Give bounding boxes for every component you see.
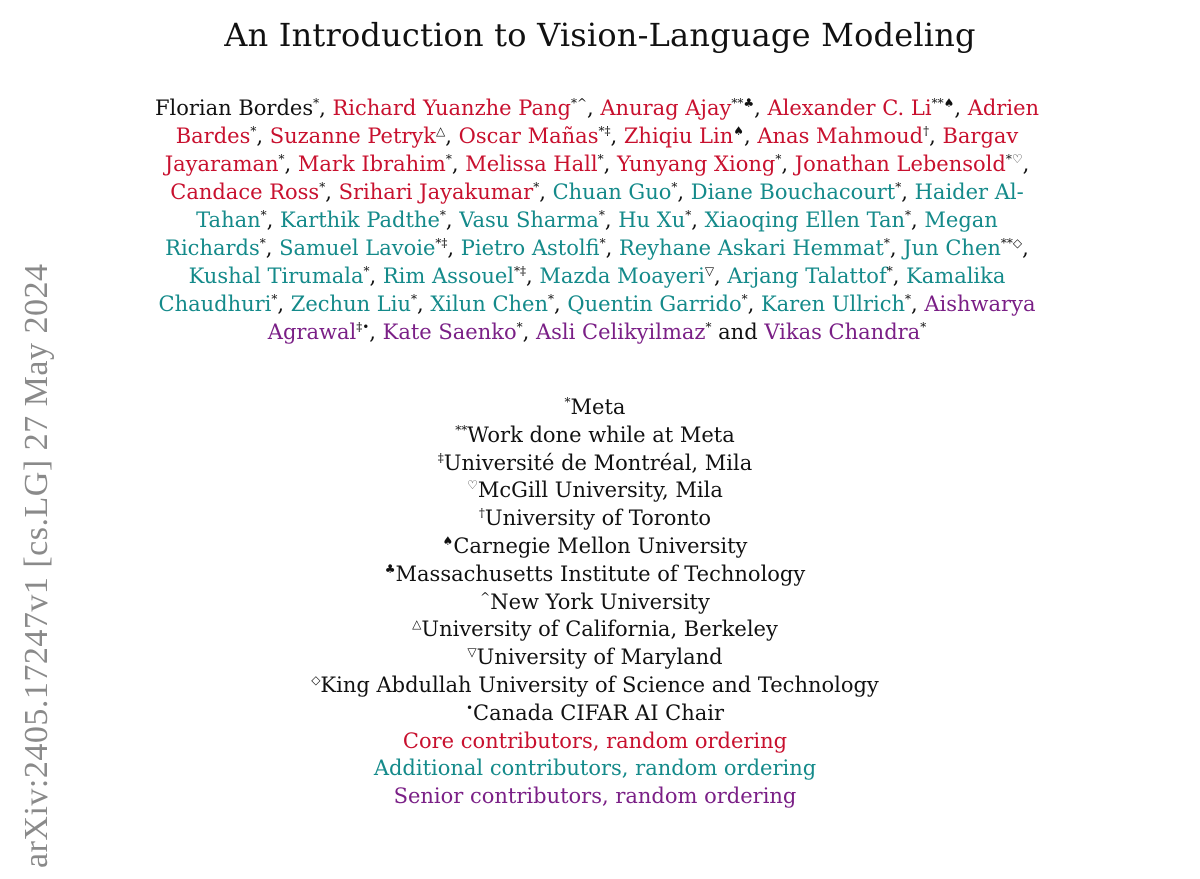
affiliation-line [160,505,1030,533]
affiliation-mark: ▽ [467,645,477,660]
author-entry [298,152,452,176]
affiliation-name: Massachusetts Institute of Technology [395,561,806,586]
author-name: Mark Ibrahim [297,152,446,176]
author-name: Candace Ross [170,180,320,204]
author-entry [617,152,781,176]
affiliation-line [160,672,1030,700]
author-affiliation-mark: * [671,180,678,194]
author-entry [618,208,691,232]
author-affiliation-mark: ♠ [733,124,744,138]
author-affiliation-mark: * [410,292,417,306]
author-name: Samuel Lavoie [279,236,436,260]
affiliation-name: King Abdullah University of Science and Technology [320,672,879,697]
author-name: Vasu Sharma [459,208,599,232]
author-name: Xiaoqing Ellen Tan [704,208,906,232]
affiliation-name: Canada CIFAR AI Chair [473,700,725,725]
author-entry [459,208,605,232]
author-name: Reyhane Askari Hemmat [618,236,884,260]
author-affiliation-mark: **♣ [731,96,755,110]
author-entry [761,292,911,316]
author-affiliation-mark: * [439,208,446,222]
author-name: Kushal Tirumala [188,264,364,288]
contributor-legend [160,728,1030,811]
author-name: Anas Mahmoud [757,124,924,148]
author-entry [189,264,370,288]
author-entry [291,292,417,316]
author-name: Jun Chen [903,236,1001,260]
affiliation-mark: △ [412,617,422,632]
author-entry [536,320,712,344]
affiliation-line [160,394,1030,422]
arxiv-identifier-stamp: arXiv:2405.17247v1 [cs.LG] 27 May 2024 [18,263,55,868]
author-name: Oscar Mañas [458,124,599,148]
author-affiliation-mark: * [548,292,554,306]
affiliation-name: University of Maryland [476,645,723,670]
author-name: Adrien Bardes [175,96,1040,148]
author-entry [270,124,446,148]
author-affiliation-mark: * [319,180,326,194]
author-affiliation-mark: * [741,292,748,306]
author-name: Arjang Talattof [727,264,887,288]
author-entry [430,292,554,316]
author-affiliation-mark: * [920,320,927,334]
author-name: Anurag Ajay [600,96,732,120]
author-affiliation-mark: * [250,124,257,138]
affiliation-mark: ♣ [384,561,396,576]
affiliation-line [160,589,1030,617]
affiliation-mark: ◇ [311,672,321,687]
author-name: Megan Richards [165,208,998,260]
author-affiliation-mark: **◇ [1000,236,1023,250]
author-affiliation-mark: *‡ [598,124,611,138]
author-name: Yunyang Xiong [616,152,776,176]
author-affiliation-mark: * [685,208,692,222]
author-affiliation-mark: * [363,264,370,278]
author-affiliation-mark: * [445,152,452,166]
author-entry [383,264,526,288]
paper-title: An Introduction to Vision-Language Modeling [224,16,976,54]
affiliation-line [160,477,1030,505]
affiliation-name: Work done while at Meta [467,422,735,447]
author-affiliation-mark: * [905,208,912,222]
author-entry [461,236,606,260]
author-affiliation-mark: **♠ [931,96,955,110]
author-name: Bargav Jayaraman [164,124,1019,176]
author-affiliation-mark: ‡• [356,320,370,334]
author-affiliation-mark: △ [436,124,446,138]
affiliation-mark: ^ [480,589,491,604]
affiliations [160,394,1030,728]
author-name: Karthik Padthe [280,208,440,232]
author-name: Suzanne Petryk [269,124,437,148]
author-affiliation-mark: * [886,264,893,278]
affiliation-line [160,533,1030,561]
affiliation-mark: ** [455,422,468,437]
affiliation-list [160,394,1030,811]
author-affiliation-mark: *^ [570,96,588,110]
author-entry [903,236,1022,260]
author-name: Kate Saenko [382,320,517,344]
author-affiliation-mark: * [533,180,540,194]
author-name: Richard Yuanzhe Pang [332,96,571,120]
author-name: Karen Ullrich [760,292,905,316]
affiliation-mark: • [465,700,474,715]
author-affiliation-mark: * [905,292,911,306]
affiliation-line [160,700,1030,728]
author-affiliation-mark: *‡ [435,236,448,250]
author-affiliation-mark: † [923,124,930,138]
author-entry [600,96,754,120]
legend-senior-contributors: Senior contributors, random ordering [393,784,797,809]
author-entry [459,124,611,148]
author-entry [332,96,587,120]
author-entry [624,124,744,148]
author-entry [155,96,319,120]
affiliation-line [160,616,1030,644]
author-entry [727,264,892,288]
author-affiliation-mark: * [516,320,523,334]
author-entry [705,208,911,232]
affiliation-mark: † [478,506,485,521]
affiliation-mark: ‡ [437,450,444,465]
author-affiliation-mark: * [313,96,320,110]
legend-additional-contributors: Additional contributors, random ordering [373,756,817,781]
author-affiliation-mark: * [895,180,902,194]
affiliation-line [160,644,1030,672]
author-name: Haider Al-Tahan [196,180,1024,232]
author-entry [170,180,325,204]
affiliation-mark: ♠ [442,533,454,548]
author-entry [465,152,603,176]
author-name: Srihari Jayakumar [338,180,534,204]
author-entry [553,180,678,204]
affiliation-line [160,561,1030,589]
author-name: Diane Bouchacourt [690,180,896,204]
author-affiliation-mark: *‡ [514,264,527,278]
author-entry [619,236,890,260]
affiliation-name: University of Toronto [484,506,712,531]
author-entry [767,96,954,120]
author-entry [280,208,446,232]
author-affiliation-mark: * [883,236,890,250]
author-name: Zechun Liu [290,292,411,316]
author-joiner: and [718,320,758,344]
author-entry [757,124,929,148]
author-name: Chuan Guo [552,180,672,204]
author-name: Aishwarya Agrawal [267,292,1036,344]
author-list: Florian Bordes*, Richard Yuanzhe Pang*^, Anurag Ajay**♣, Alexander C. Li**♠, Adrien Bardes*, Suzanne Petryk△, Oscar Mañas*‡, Zhiqiu Lin♠, Anas Mahmoud†, Bargav Jayaraman*, Mark Ibrahim*, Melissa Hall*, Yunyang Xiong*, Jonathan Lebensold*♡, Candace Ross*, Srihari Jayakumar*, Chuan Guo*, Diane Bouchacourt*, Haider Al-Tahan*, Karthik Padthe*, Vasu Sharma*, Hu Xu*, Xiaoqing Ellen Tan*, Megan Richards*, Samuel Lavoie*‡, Pietro Astolfi*, Reyhane Askari Hemmat*, Jun Chen**◇, Kushal Tirumala*, Rim Assouel*‡, Mazda Moayeri▽, Arjang Talattof*, Kamalika Chaudhuri*, Zechun Liu*, Xilun Chen*, Quentin Garrido*, Karen Ullrich*, Aishwarya Agrawal‡•, Kate Saenko*, Asli Celikyilmaz* and Vikas Chandra* [154,96,1040,344]
author-affiliation-mark: * [259,236,266,250]
affiliation-mark: * [564,395,571,409]
author-name: Xilun Chen [430,292,548,316]
affiliation-name: Université de Montréal, Mila [443,450,753,475]
author-name: Hu Xu [618,208,686,232]
author-name: Jonathan Lebensold [794,152,1006,176]
affiliation-name: University of California, Berkeley [421,617,778,642]
author-affiliation-mark: * [260,208,267,222]
author-entry [691,180,902,204]
author-name: Vikas Chandra [764,320,921,344]
author-affiliation-mark: * [599,236,606,250]
affiliation-name: McGill University, Mila [477,478,723,503]
affiliation-name: Carnegie Mellon University [453,533,748,558]
author-name: Mazda Moayeri [539,264,705,288]
author-name: Quentin Garrido [567,292,742,316]
author-affiliation-mark: * [705,320,712,334]
affiliation-line [160,422,1030,450]
affiliation-name: New York University [490,589,710,614]
author-entry [383,320,523,344]
author-affiliation-mark: *♡ [1005,152,1023,166]
author-name: Alexander C. Li [767,96,932,120]
author-name: Zhiqiu Lin [623,124,734,148]
author-affiliation-mark: * [271,292,278,306]
author-affiliation-mark: ▽ [704,264,715,278]
author-name: Pietro Astolfi [460,236,600,260]
author-entry [567,292,747,316]
author-affiliation-mark: * [775,152,782,166]
author-affiliation-mark: * [278,152,285,166]
author-entry [764,320,926,344]
author-entry [539,264,714,288]
author-name: Florian Bordes [154,96,314,120]
author-name: Melissa Hall [465,152,598,176]
affiliation-mark: ♡ [467,478,478,493]
author-entry [339,180,540,204]
legend-core-contributors: Core contributors, random ordering [402,728,788,753]
author-name: Rim Assouel [382,264,515,288]
author-affiliation-mark: * [597,152,604,166]
author-entry [279,236,447,260]
author-name: Asli Celikyilmaz [535,320,706,344]
author-affiliation-mark: * [598,208,605,222]
affiliation-name: Meta [570,395,626,419]
affiliation-line [160,450,1030,478]
author-name: Kamalika Chaudhuri [158,264,1006,316]
author-entry [795,152,1023,176]
